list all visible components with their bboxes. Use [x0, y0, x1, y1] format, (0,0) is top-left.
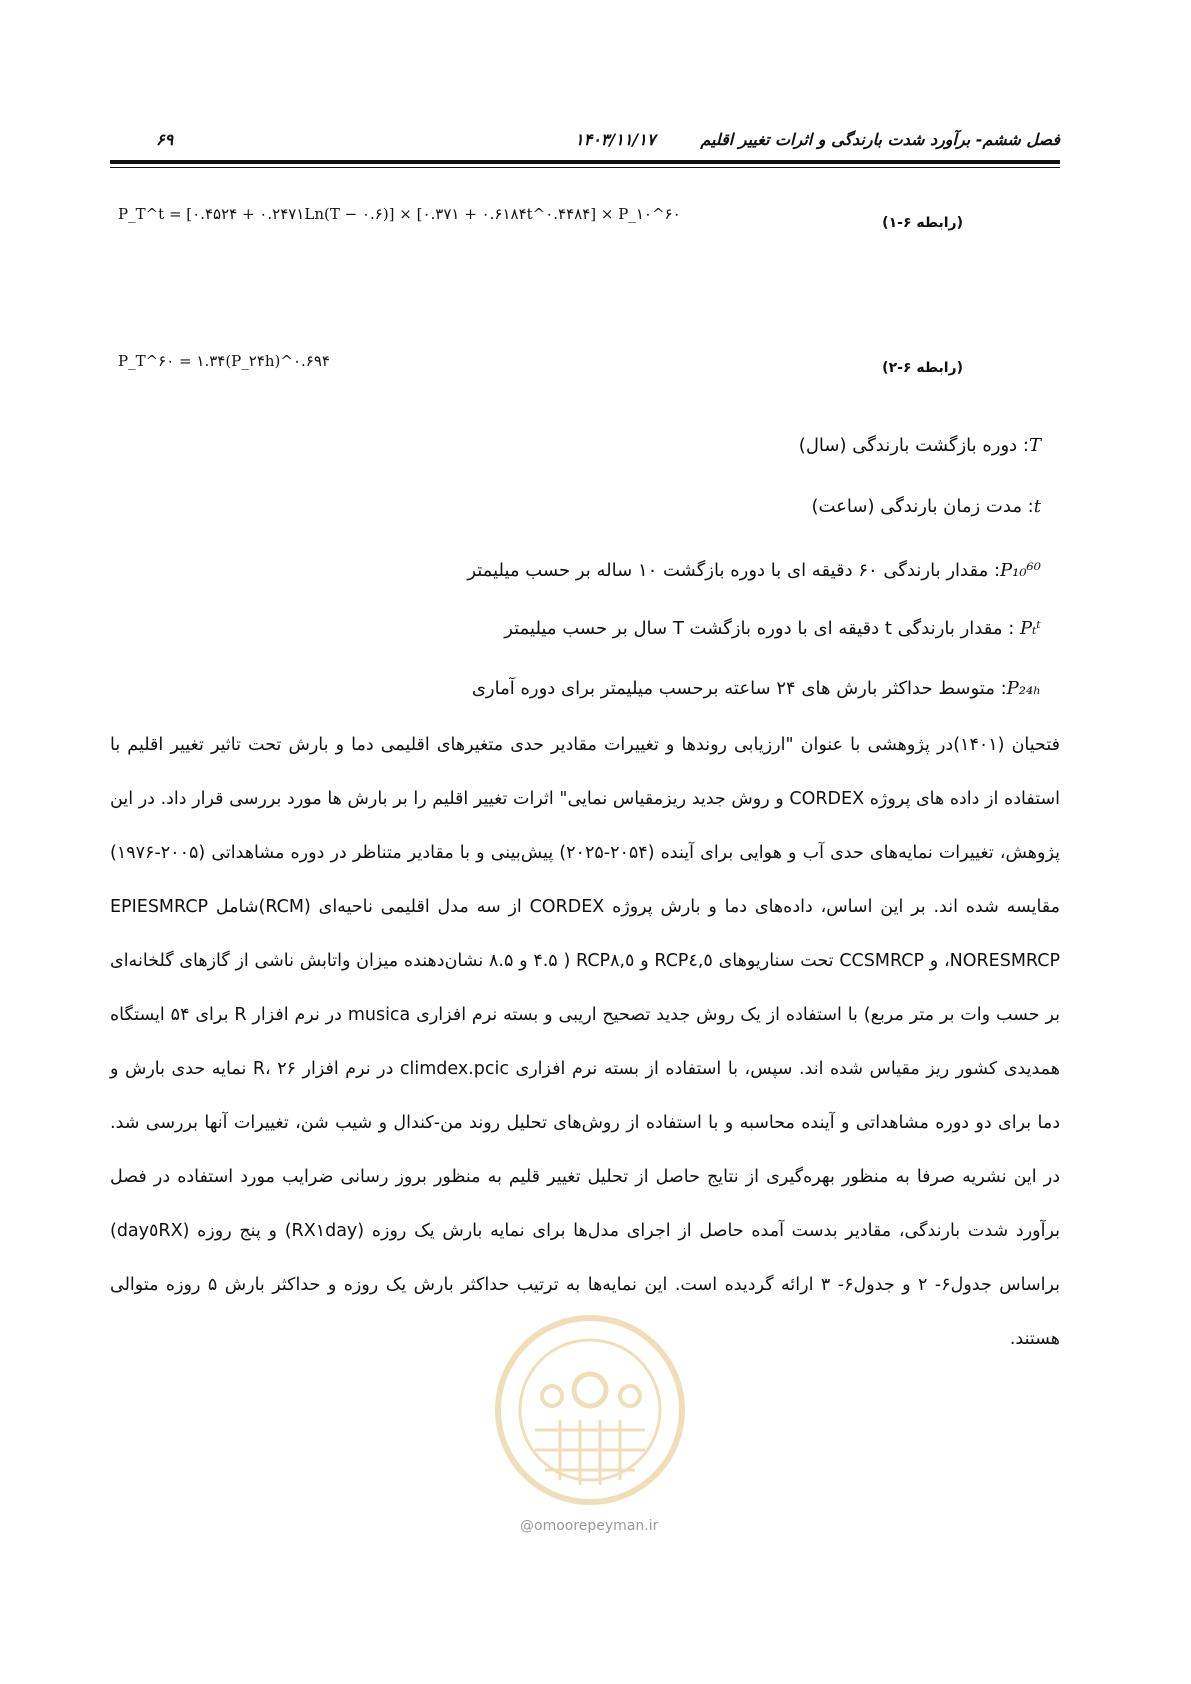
chapter-title: فصل ششم- برآورد شدت بارندگی و اثرات تغییر اقلیم — [700, 130, 1060, 149]
definition-text: : دوره بازگشت بارندگی (سال) — [798, 435, 1029, 456]
equation-6-1: P_T^t = [۰.۴۵۲۴ + ۰.۲۴۷۱Ln(T − ۰.۶)] × [۰.۳۷۱ + ۰.۶۱۸۴t^۰.۴۴۸۴] × P_۱۰^۶۰ — [118, 205, 681, 223]
definition-pt-t — [504, 618, 1041, 639]
definition-symbol: P₁₀⁶⁰ — [1000, 560, 1041, 581]
definition-symbol: Pₜᵗ — [1020, 618, 1041, 639]
watermark-logo-icon — [490, 1310, 690, 1510]
definition-T — [799, 435, 1041, 456]
header-date: ۱۴۰۳/۱۱/۱۷ — [575, 130, 656, 149]
definition-text: : مقدار بارندگی t دقیقه ای با دوره بازگشت T سال بر حسب میلیمتر — [504, 618, 1020, 639]
page-header — [110, 130, 1060, 154]
header-rule-thin — [110, 167, 1060, 168]
equation-label-6-2: (رابطه ۶-۲) — [882, 360, 963, 376]
definition-symbol: P₂₄ₕ — [1006, 678, 1041, 699]
equation-label-6-1: (رابطه ۶-۱) — [882, 215, 963, 231]
equation-6-2: P_T^۶۰ = ۱.۳۴(P_۲۴h)^۰.۶۹۴ — [118, 352, 330, 370]
definition-p10-60 — [467, 560, 1041, 581]
watermark-text: @omoorepeyman.ir — [520, 1518, 659, 1534]
definition-text: : متوسط حداکثر بارش های ۲۴ ساعته برحسب میلیمتر برای دوره آماری — [471, 678, 1007, 699]
definition-text: : مدت زمان بارندگی (ساعت) — [811, 496, 1034, 517]
page-number: ۶۹ — [156, 130, 174, 149]
definition-text: : مقدار بارندگی ۶۰ دقیقه ای با دوره بازگشت ۱۰ ساله بر حسب میلیمتر — [467, 560, 1001, 581]
definition-t — [811, 496, 1041, 517]
definition-p24h — [472, 678, 1041, 699]
header-rule-thick — [110, 160, 1060, 164]
definition-symbol: t — [1033, 496, 1041, 517]
body-paragraph: فتحیان (۱۴۰۱)در پژوهشی با عنوان "ارزیابی روندها و تغییرات مقادیر حدی متغیرهای اقلیمی دما و بارش تحت تاثیر تغییر اقلیم با استفاده از داده های پروژه CORDEX و روش جدید ریزمقیاس نمایی" اثرات تغییر اقلیم را بر بارش ها مورد بررسی قرار داد. در این پژوهش، تغییرات نمایه‌های حدی آب و هوایی برای آینده (۲۰۵۴-۲۰۲۵) پیش‌بینی و با مقادیر متناظر در دوره مشاهداتی (۲۰۰۵-۱۹۷۶) مقایسه شده اند. بر این اساس، داده‌های دما و بارش پروژه CORDEX از سه مدل اقلیمی ناحیه‌ای (RCM)شامل EPIESMRCP ،NORESMRCP و CCSMRCP تحت سناریوهای RCP٤,٥ و RCP٨,٥ ( ۴.۵ و ۸.۵ نشان‌دهنده میزان واتابش ناشی از گازهای گلخانه‌ای بر حسب وات بر متر مربع) با استفاده از یک روش جدید تصحیح اریبی و بسته نرم افزاری musica در نرم افزار R برای ۵۴ ایستگاه همدیدی کشور ریز مقیاس شده اند. سپس، با استفاده از بسته نرم افزاری climdex.pcic در نرم افزار R، ۲۶ نمایه حدی بارش و دما برای دو دوره مشاهداتی و آینده محاسبه و با استفاده از روش‌های تحلیل روند من-کندال و شیب شن، تغییرات آنها بررسی شد. در این نشریه صرفا به منظور بهره‌گیری از نتایج حاصل از تحلیل تغییر قلیم به منظور بروز رسانی ضرایب مورد استفاده در فصل برآورد شدت بارندگی، مقادیر بدست آمده حاصل از اجرای مدل‌ها برای نمایه بارش یک روزه (RX١day) و پنج روزه (day٥RX) براساس جدول۶- ۲ و جدول۶- ۳ ارائه گردیده است. این نمایه‌ها به ترتیب حداکثر بارش یک روزه و حداکثر بارش ۵ روزه متوالی هستند. — [110, 735, 1061, 1349]
definition-symbol: T — [1028, 435, 1041, 456]
